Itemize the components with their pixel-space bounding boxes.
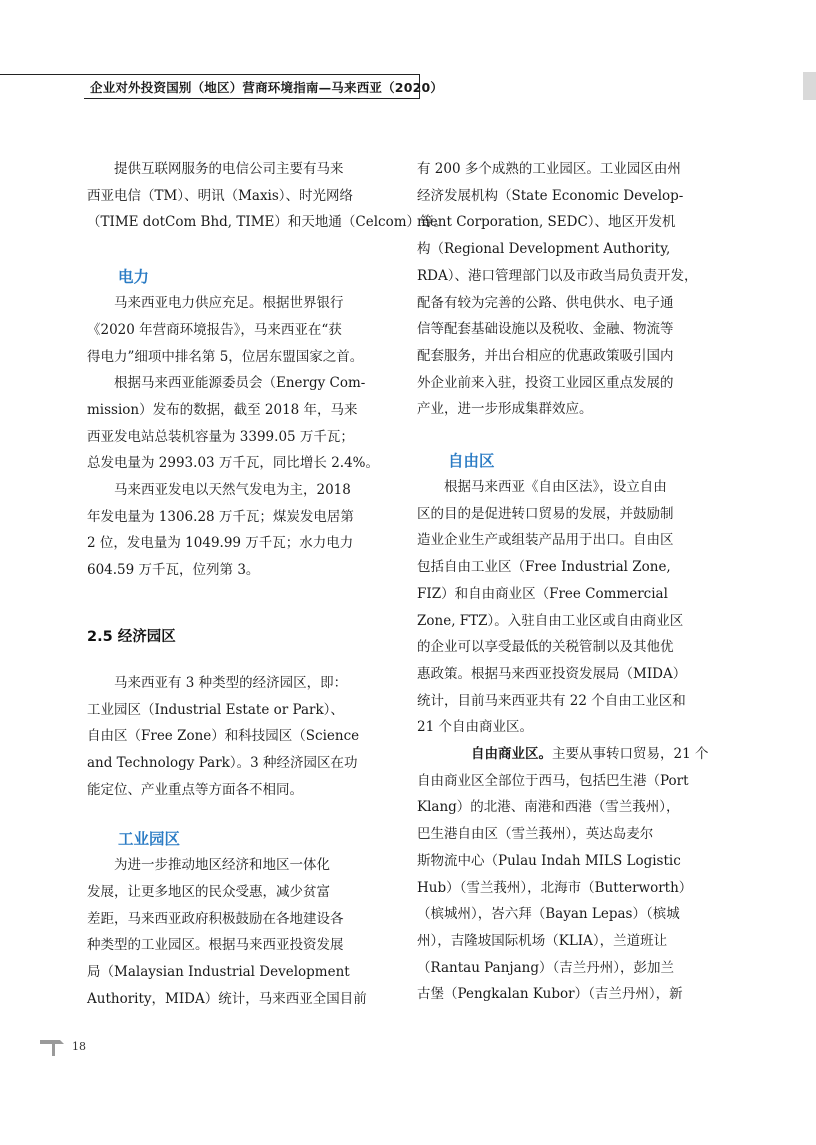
text-line: ment Corporation, SEDC）、地区开发机 [417,214,676,231]
text-line: 的企业可以享受最低的关税管制以及其他优 [417,639,674,656]
text-line: 《2020 年营商环境报告》，马来西亚在“获 [87,321,342,338]
text-line: 发展，让更多地区的民众受惠，减少贫富 [87,884,330,901]
text-line: 总发电量为 2993.03 万千瓦，同比增长 2.4%。 [87,455,379,472]
text-line: 工业园区（Industrial Estate or Park）、 [87,701,344,718]
page-edge-tab [803,72,816,100]
text-line: 自由商业区全部位于西马，包括巴生港（Port [417,772,689,789]
text-line: 配备有较为完善的公路、供电供水、电子通 [417,294,674,311]
text-line: 构（Regional Development Authority, [417,241,671,258]
text-line: 信等配套基础设施以及税收、金融、物流等 [417,321,674,338]
telecom-paragraph [87,156,448,236]
text-line: 差距，马来西亚政府积极鼓励在各地建设各 [87,910,344,927]
power-heading: 电力 [118,268,150,287]
text-line: 造业企业生产或组装产品用于出口。自由区 [417,532,674,549]
left-column [87,156,448,1013]
power-paragraph-3 [87,477,391,584]
text-line: 西亚发电站总装机容量为 3399.05 万千瓦； [87,428,354,445]
running-header-title: 企业对外投资国别（地区）营商环境指南—马来西亚（2020） [90,80,444,95]
text-line: 根据马来西亚能源委员会（Energy Com- [114,375,366,392]
text-line: 产业，进一步形成集群效应。 [417,401,593,418]
text-line: Zone, FTZ）。入驻自由工业区或自由商业区 [417,612,684,629]
text-line: 统计，目前马来西亚共有 22 个自由工业区和 [417,692,686,709]
text-line: 根据马来西亚《自由区法》，设立自由 [444,479,667,496]
text-line: 能定位、产业重点等方面各不相同。 [87,781,303,798]
text-line: 区的目的是促进转口贸易的发展，并鼓励制 [417,505,674,522]
power-paragraph-1 [87,290,391,370]
free-zone-paragraph [417,474,721,741]
free-commercial-zone-paragraph [417,741,721,1008]
footer-tab-icon [38,1036,66,1056]
text-line: 局（Malaysian Industrial Development [87,964,350,981]
text-line: Hub）（雪兰莪州），北海市（Butterworth） [417,879,693,896]
text-line: 为进一步推动地区经济和地区一体化 [114,857,330,874]
text-line: 经济发展机构（State Economic Develop- [417,187,684,204]
text-line: 2 位，发电量为 1049.99 万千瓦；水力电力 [87,535,354,552]
text-line: 外企业前来入驻，投资工业园区重点发展的 [417,374,674,391]
industrial-park-paragraph [87,852,391,1012]
power-paragraph-2 [87,370,391,477]
industrial-park-heading: 工业园区 [118,830,181,849]
text-line: 配套服务，并出台相应的优惠政策吸引国内 [417,347,674,364]
text-line: 惠政策。根据马来西亚投资发展局（MIDA） [417,665,687,682]
free-zone-heading: 自由区 [448,452,495,471]
text-line: 斯物流中心（Pulau Indah MILS Logistic [417,852,681,869]
economic-zones-paragraph [87,670,391,804]
page-number: 18 [72,1040,86,1053]
text-line: （Rantau Panjang）（吉兰丹州），彭加兰 [417,959,674,976]
text-line: 古堡（Pengkalan Kubor）（吉兰丹州），新 [417,986,683,1003]
text-line: 自由区（Free Zone）和科技园区（Science [87,728,360,745]
ftz-lead: 自由商业区。 [471,746,552,763]
text-line: mission）发布的数据，截至 2018 年，马来 [87,401,358,418]
industrial-park-continued [417,156,721,423]
text-line: 马来西亚电力供应充足。根据世界银行 [114,295,344,312]
text-line: 巴生港自由区（雪兰莪州），英达岛麦尔 [417,826,654,843]
right-column [417,156,721,1008]
text-line: 西亚电信（TM）、明讯（Maxis）、时光网络 [87,187,354,204]
section-heading-2-5: 2.5 经济园区 [87,628,176,645]
text-line: 604.59 万千瓦，位列第 3。 [87,562,260,579]
text-line: Authority，MIDA）统计，马来西亚全国目前 [87,990,367,1007]
text-line: 有 200 多个成熟的工业园区。工业园区由州 [417,161,681,177]
text-line: 年发电量为 1306.28 万千瓦；煤炭发电居第 [87,508,354,525]
text-line: and Technology Park）。3 种经济园区在功 [87,754,358,771]
text-line: 包括自由工业区（Free Industrial Zone, [417,559,671,576]
text-line: 得电力”细项中排名第 5，位居东盟国家之首。 [87,348,364,365]
text-line: （槟城州），峇六拜（Bayan Lepas）（槟城 [417,906,680,923]
text-line: 马来西亚发电以天然气发电为主，2018 [114,482,351,499]
text-line: 21 个自由商业区。 [417,719,533,736]
ftz-first-line-rest: 主要从事转口贸易，21 个 [552,746,709,763]
text-line: 马来西亚有 3 种类型的经济园区，即： [114,674,348,691]
text-line: 种类型的工业园区。根据马来西亚投资发展 [87,937,344,954]
text-line: RDA）、港口管理部门以及市政当局负责开发， [417,267,698,284]
text-line: FIZ）和自由商业区（Free Commercial [417,585,668,602]
text-line: （TIME dotCom Bhd, TIME）和天地通（Celcom）等。 [87,214,448,231]
text-line: 提供互联网服务的电信公司主要有马来 [114,161,344,177]
text-line: 州），吉隆坡国际机场（KLIA），兰道班让 [417,932,668,949]
text-line: Klang）的北港、南港和西港（雪兰莪州）， [417,799,680,816]
